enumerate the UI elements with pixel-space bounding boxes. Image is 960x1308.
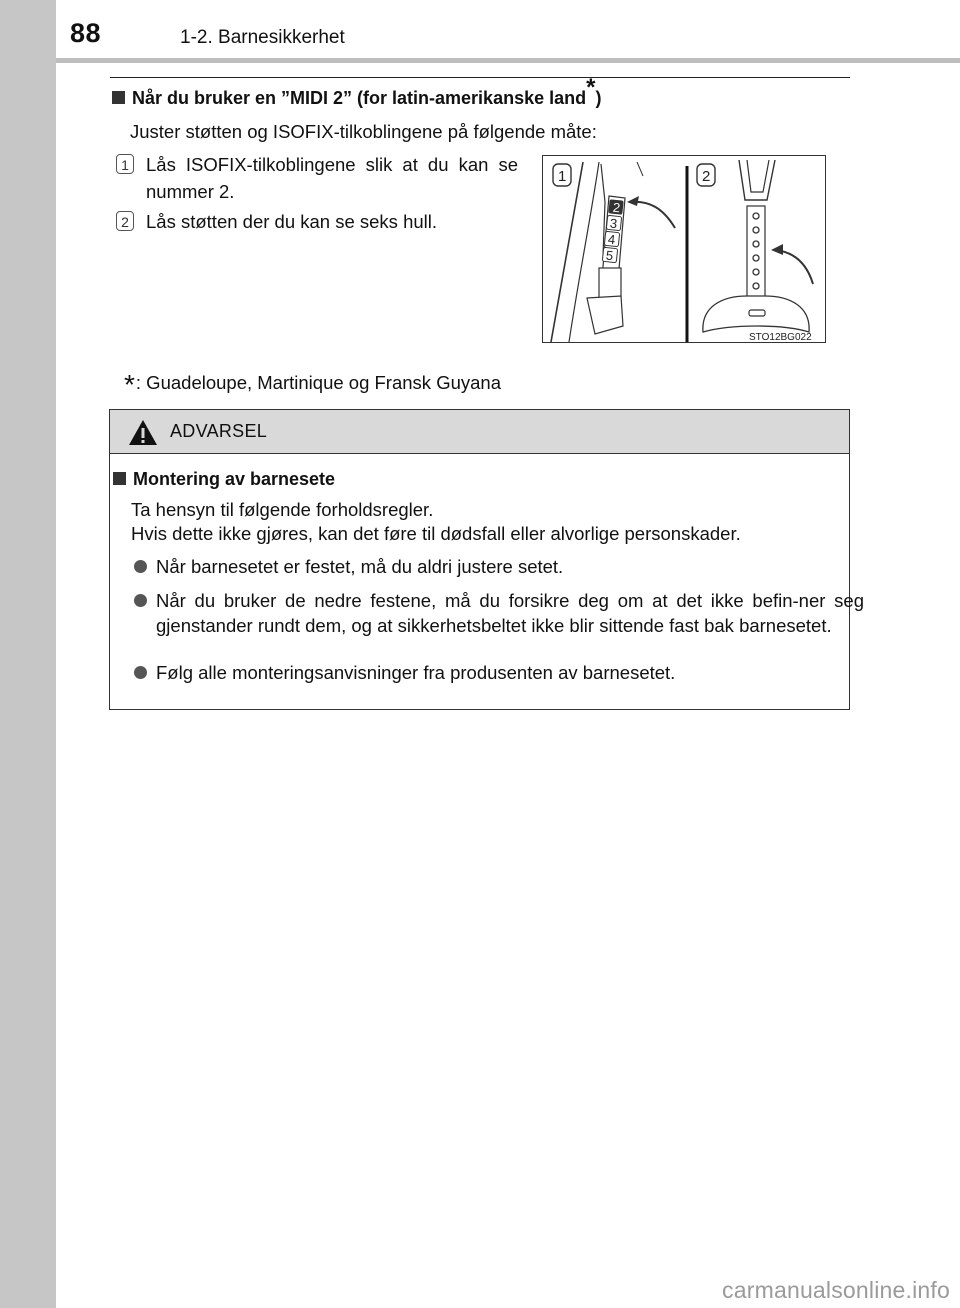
- footnote-star: *: [124, 369, 135, 400]
- warning-header: [110, 410, 849, 454]
- illustration-svg: [543, 156, 826, 343]
- scale-number: 4: [607, 231, 616, 248]
- warning-triangle-icon: [128, 419, 158, 446]
- subheading-square-icon: [113, 472, 126, 485]
- intro-text: Juster støtten og ISOFIX-tilkoblingene på følgende måte:: [130, 121, 597, 142]
- section-label: 1-2. Barnesikkerhet: [180, 27, 345, 48]
- scale-number: 3: [609, 215, 618, 232]
- heading-square-icon: [112, 91, 125, 104]
- heading-star: *: [586, 74, 596, 101]
- bullet-dot-icon: [134, 594, 147, 607]
- scale-number: 5: [605, 247, 614, 264]
- callout-2: 2: [702, 168, 711, 185]
- warning-bullet: [134, 588, 864, 668]
- heading-text: Når du bruker en ”MIDI 2” (for latin-amerikanske land: [132, 88, 587, 108]
- watermark: carmanualsonline.info: [722, 1277, 950, 1303]
- scale-number: 2: [612, 199, 621, 216]
- warning-subheading: [113, 469, 335, 490]
- warning-bullet: [134, 554, 864, 584]
- page-number: 88: [70, 18, 102, 48]
- warning-box: [109, 409, 864, 710]
- isofix-illustration: [542, 155, 826, 343]
- step-number: 1: [116, 154, 134, 174]
- section-divider: [110, 77, 850, 78]
- bullet-text: Når barnesetet er festet, må du aldri justere setet.: [156, 556, 564, 577]
- figure-code: STO12BG022: [749, 332, 812, 343]
- bullet-text: Følg alle monteringsanvisninger fra produsenten av barnesetet.: [156, 662, 676, 683]
- footnote-text: : Guadeloupe, Martinique og Fransk Guyana: [135, 372, 501, 393]
- warning-line: Hvis dette ikke gjøres, kan det føre til dødsfall eller alvorlige personskader.: [131, 523, 741, 544]
- bullet-dot-icon: [134, 560, 147, 573]
- step-2: [116, 208, 526, 238]
- warning-bullet: [134, 660, 864, 690]
- bullet-dot-icon: [134, 666, 147, 679]
- header-divider: [56, 58, 960, 63]
- step-1: [116, 151, 526, 211]
- bullet-text: Når du bruker de nedre festene, må du forsikre deg om at det ikke befin-ner seg gjenstander rundt dem, og at sikkerhetsbeltet ikke blir sittende fast bak barnesetet.: [156, 590, 864, 636]
- footnote: [124, 364, 501, 400]
- heading-close: ): [595, 88, 602, 108]
- step-number: 2: [116, 211, 134, 231]
- section-heading: [112, 74, 602, 109]
- warning-title: ADVARSEL: [170, 421, 268, 441]
- page-side-tab: [0, 0, 56, 1308]
- warning-subheading-text: Montering av barnesete: [133, 469, 336, 489]
- callout-1: 1: [558, 168, 567, 185]
- warning-line: Ta hensyn til følgende forholdsregler.: [131, 499, 434, 520]
- step-text: Lås ISOFIX-tilkoblingene slik at du kan se nummer 2.: [146, 154, 518, 202]
- step-text: Lås støtten der du kan se seks hull.: [146, 211, 438, 232]
